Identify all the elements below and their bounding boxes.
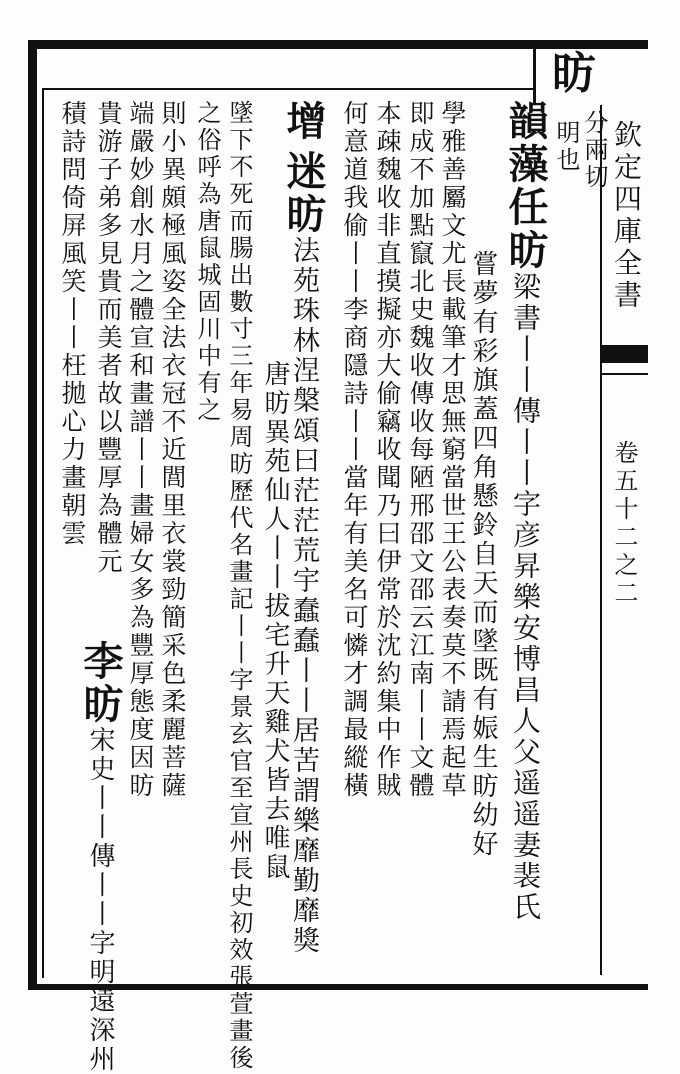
entry-text: 宋史丨丨傳丨丨字明遠深州 bbox=[85, 726, 115, 1074]
entry-heading: 迷昉 bbox=[280, 150, 327, 236]
fishtail-line bbox=[602, 373, 648, 375]
text-column-13: 端嚴妙創水月之體宣和畫譜丨丨畫婦女多為豐厚態度因昉 bbox=[126, 100, 155, 800]
text-column-7 bbox=[280, 100, 327, 143]
fishtail-mark bbox=[602, 345, 648, 363]
entry-text: 法苑珠林涅槃頌曰茫茫荒宇蠢蠢丨丨居苦謂樂靡勤靡獎 bbox=[288, 236, 319, 956]
text-column-12: 則小異頗極風姿全法衣冠不近閭里衣裳勁簡采色柔麗菩薩 bbox=[158, 100, 187, 800]
text-column-10: 墜下不死而腸出數寸三年易周昉歷代名畫記丨丨字景玄官至宣州長史初效張萱畫後 bbox=[225, 100, 253, 1072]
text-column-9 bbox=[255, 360, 295, 882]
text-column-5: 本疎魏收非直摸擬亦大偷竊收聞乃曰伊常於沈約集中作賊 bbox=[373, 100, 402, 800]
margin-title: 欽定四庫全書 bbox=[610, 120, 643, 312]
margin-volume: 卷五十二之二 bbox=[610, 440, 638, 608]
entry-heading: 增 bbox=[280, 100, 327, 143]
text-column-15 bbox=[77, 640, 124, 1074]
entry-text: 梁書丨丨傳丨丨字彦昇樂安博昌人父遥遥妻裴氏 bbox=[509, 272, 542, 923]
header-character: 昉 bbox=[552, 48, 596, 99]
header-gloss: 明也 bbox=[552, 120, 580, 174]
text-column-11: 之俗呼為唐鼠城固川中有之 bbox=[193, 100, 221, 424]
entry-text: 唐昉異苑仙人丨丨拔宅升天雞犬皆去唯鼠 bbox=[260, 360, 290, 882]
text-column-4: 即成不加點竄北史魏收傳收每陋邢邵文邵云江南丨丨文體 bbox=[406, 100, 435, 800]
text-column-1 bbox=[502, 100, 549, 923]
text-column-2: 嘗夢有彩旗蓋四角懸鈴自天而墜既有娠生昉幼好 bbox=[468, 250, 498, 859]
entry-heading: 李昉 bbox=[77, 640, 124, 726]
text-column-14: 貴游子弟多見貴而美者故以豐厚為體元 bbox=[94, 100, 123, 576]
text-column-3: 學雅善屬文尤長載筆才思無窮當世王公表奏莫不請焉起草 bbox=[438, 100, 467, 800]
header-pronunciation: 分兩切 bbox=[580, 110, 608, 191]
text-column-6: 何意道我偷丨丨李商隱詩丨丨當年有美名可憐才調最縱橫 bbox=[340, 100, 369, 800]
text-column-16: 積詩問倚屏風笑丨丨枉拋心力畫朝雲 bbox=[58, 100, 87, 548]
entry-heading: 韻藻任昉 bbox=[502, 100, 549, 272]
